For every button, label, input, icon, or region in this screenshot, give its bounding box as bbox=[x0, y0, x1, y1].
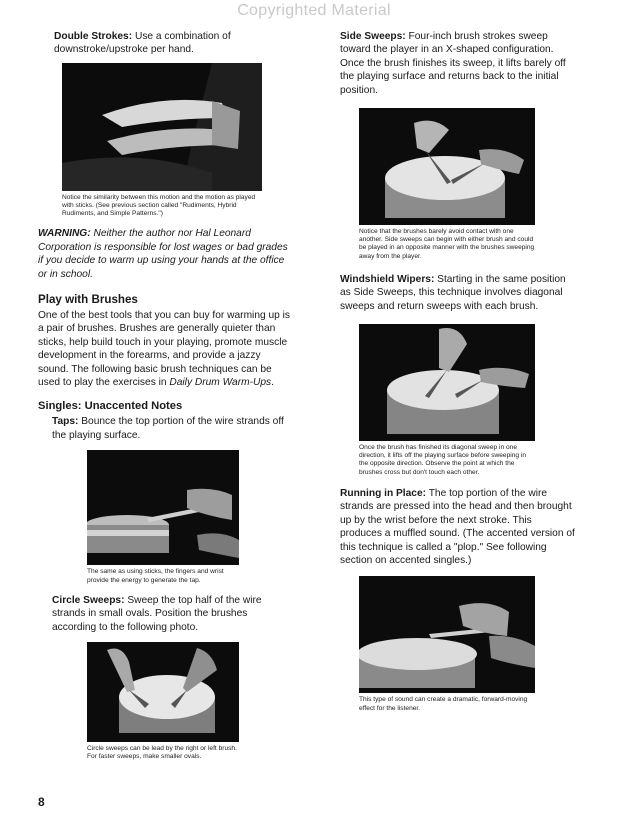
caption-windshield-wipers: Once the brush has finished its diagonal sweep in one direction, it lifts off the playing surface before sweeping in the opposite direction. Observe the point at which the brushes cross but don't touch each other. bbox=[359, 444, 527, 476]
caption-circle-sweeps: Circle sweeps can be lead by the right or left brush. For faster sweeps, make smaller ovals. bbox=[87, 744, 237, 761]
brushes-book-title: Daily Drum Warm-Ups bbox=[169, 377, 272, 389]
warning-text: Neither the author nor Hal Leonard Corporation is responsible for lost wages or bad grades if you decide to warm up using your hands at the office or in school. bbox=[38, 228, 288, 280]
photo-circle-sweeps bbox=[87, 642, 239, 742]
brushes-text-end: . bbox=[271, 377, 274, 389]
taps-paragraph bbox=[52, 415, 290, 442]
taps-text: Bounce the top portion of the wire strands off the playing surface. bbox=[52, 416, 284, 441]
side-sweeps-title: Side Sweeps: bbox=[340, 31, 406, 42]
side-sweeps-text: Four-inch brush strokes sweep toward the player in an X-shaped configuration. Once the brush finishes its sweep, it lifts barely off the playing surface and returns back to the initial position. bbox=[340, 31, 566, 96]
brushes-text: One of the best tools that you can buy for warming up is a pair of brushes. Brushes are generally quieter than sticks, help build touch in your playing, promote muscle development in the forearms, and provide a jazzy sound. The following basic brush techniques can be used to play the exercises in bbox=[38, 310, 290, 389]
windshield-wipers-text: Starting in the same position as Side Sweeps, this technique involves diagonal sweeps and return sweeps with each brush. bbox=[340, 273, 566, 312]
caption-side-sweeps: Notice that the brushes barely avoid contact with one another. Side sweeps can begin with either brush and could be played in an opposite manner with the brushes sweeping away from the player. bbox=[359, 228, 535, 260]
photo-hands-on-knee bbox=[62, 63, 262, 191]
left-column bbox=[38, 30, 290, 761]
singles-heading: Singles: Unaccented Notes bbox=[38, 400, 183, 413]
side-sweeps-paragraph bbox=[340, 30, 576, 97]
taps-title: Taps: bbox=[52, 416, 79, 428]
running-in-place-text: The top portion of the wire strands are pressed into the head and then brought up by the wrist before the next stroke. This produces a muffled sound. (The accented version of this technique is called a "plop." See following section on accented singles.) bbox=[340, 487, 575, 566]
caption-taps: The same as using sticks, the fingers and wrist provide the energy to generate the tap. bbox=[87, 568, 224, 584]
circle-sweeps-text: Sweep the top half of the wire strands in small ovals. Position the brushes according to the following photo. bbox=[52, 594, 262, 633]
caption-double-strokes: Notice the similarity between this motion and the motion as played with sticks. (See previous section called "Rudiments, Hybrid Rudiments, and Simple Patterns.") bbox=[62, 193, 256, 218]
watermark: Copyrighted Material bbox=[237, 2, 391, 19]
figure-double-strokes bbox=[62, 63, 262, 219]
photo-side-sweeps bbox=[359, 108, 535, 225]
figure-side-sweeps bbox=[359, 108, 535, 261]
photo-running-in-place bbox=[359, 576, 535, 693]
brushes-paragraph bbox=[38, 309, 290, 389]
running-in-place-paragraph bbox=[340, 487, 576, 567]
double-strokes-paragraph bbox=[54, 30, 290, 57]
windshield-wipers-paragraph bbox=[340, 273, 576, 313]
figure-circle-sweeps bbox=[87, 642, 239, 761]
double-strokes-title: Double Strokes: bbox=[54, 31, 133, 42]
right-column bbox=[340, 30, 576, 713]
windshield-wipers-title: Windshield Wipers: bbox=[340, 273, 435, 285]
figure-windshield-wipers bbox=[359, 324, 535, 477]
photo-windshield-wipers bbox=[359, 324, 535, 441]
figure-taps bbox=[87, 450, 239, 584]
running-in-place-title: Running in Place: bbox=[340, 487, 427, 499]
circle-sweeps-paragraph bbox=[52, 594, 290, 634]
circle-sweeps-title: Circle Sweeps: bbox=[52, 594, 125, 606]
warning-label: WARNING: bbox=[38, 228, 91, 240]
brushes-heading: Play with Brushes bbox=[38, 293, 138, 307]
warning-paragraph bbox=[38, 227, 290, 281]
page-number: 8 bbox=[38, 795, 45, 809]
figure-running-in-place bbox=[359, 576, 535, 712]
caption-running-in-place: This type of sound can create a dramatic, forward-moving effect for the listener. bbox=[359, 696, 528, 712]
double-strokes-text: Use a combination of downstroke/upstroke per hand. bbox=[54, 31, 231, 56]
photo-taps bbox=[87, 450, 239, 565]
